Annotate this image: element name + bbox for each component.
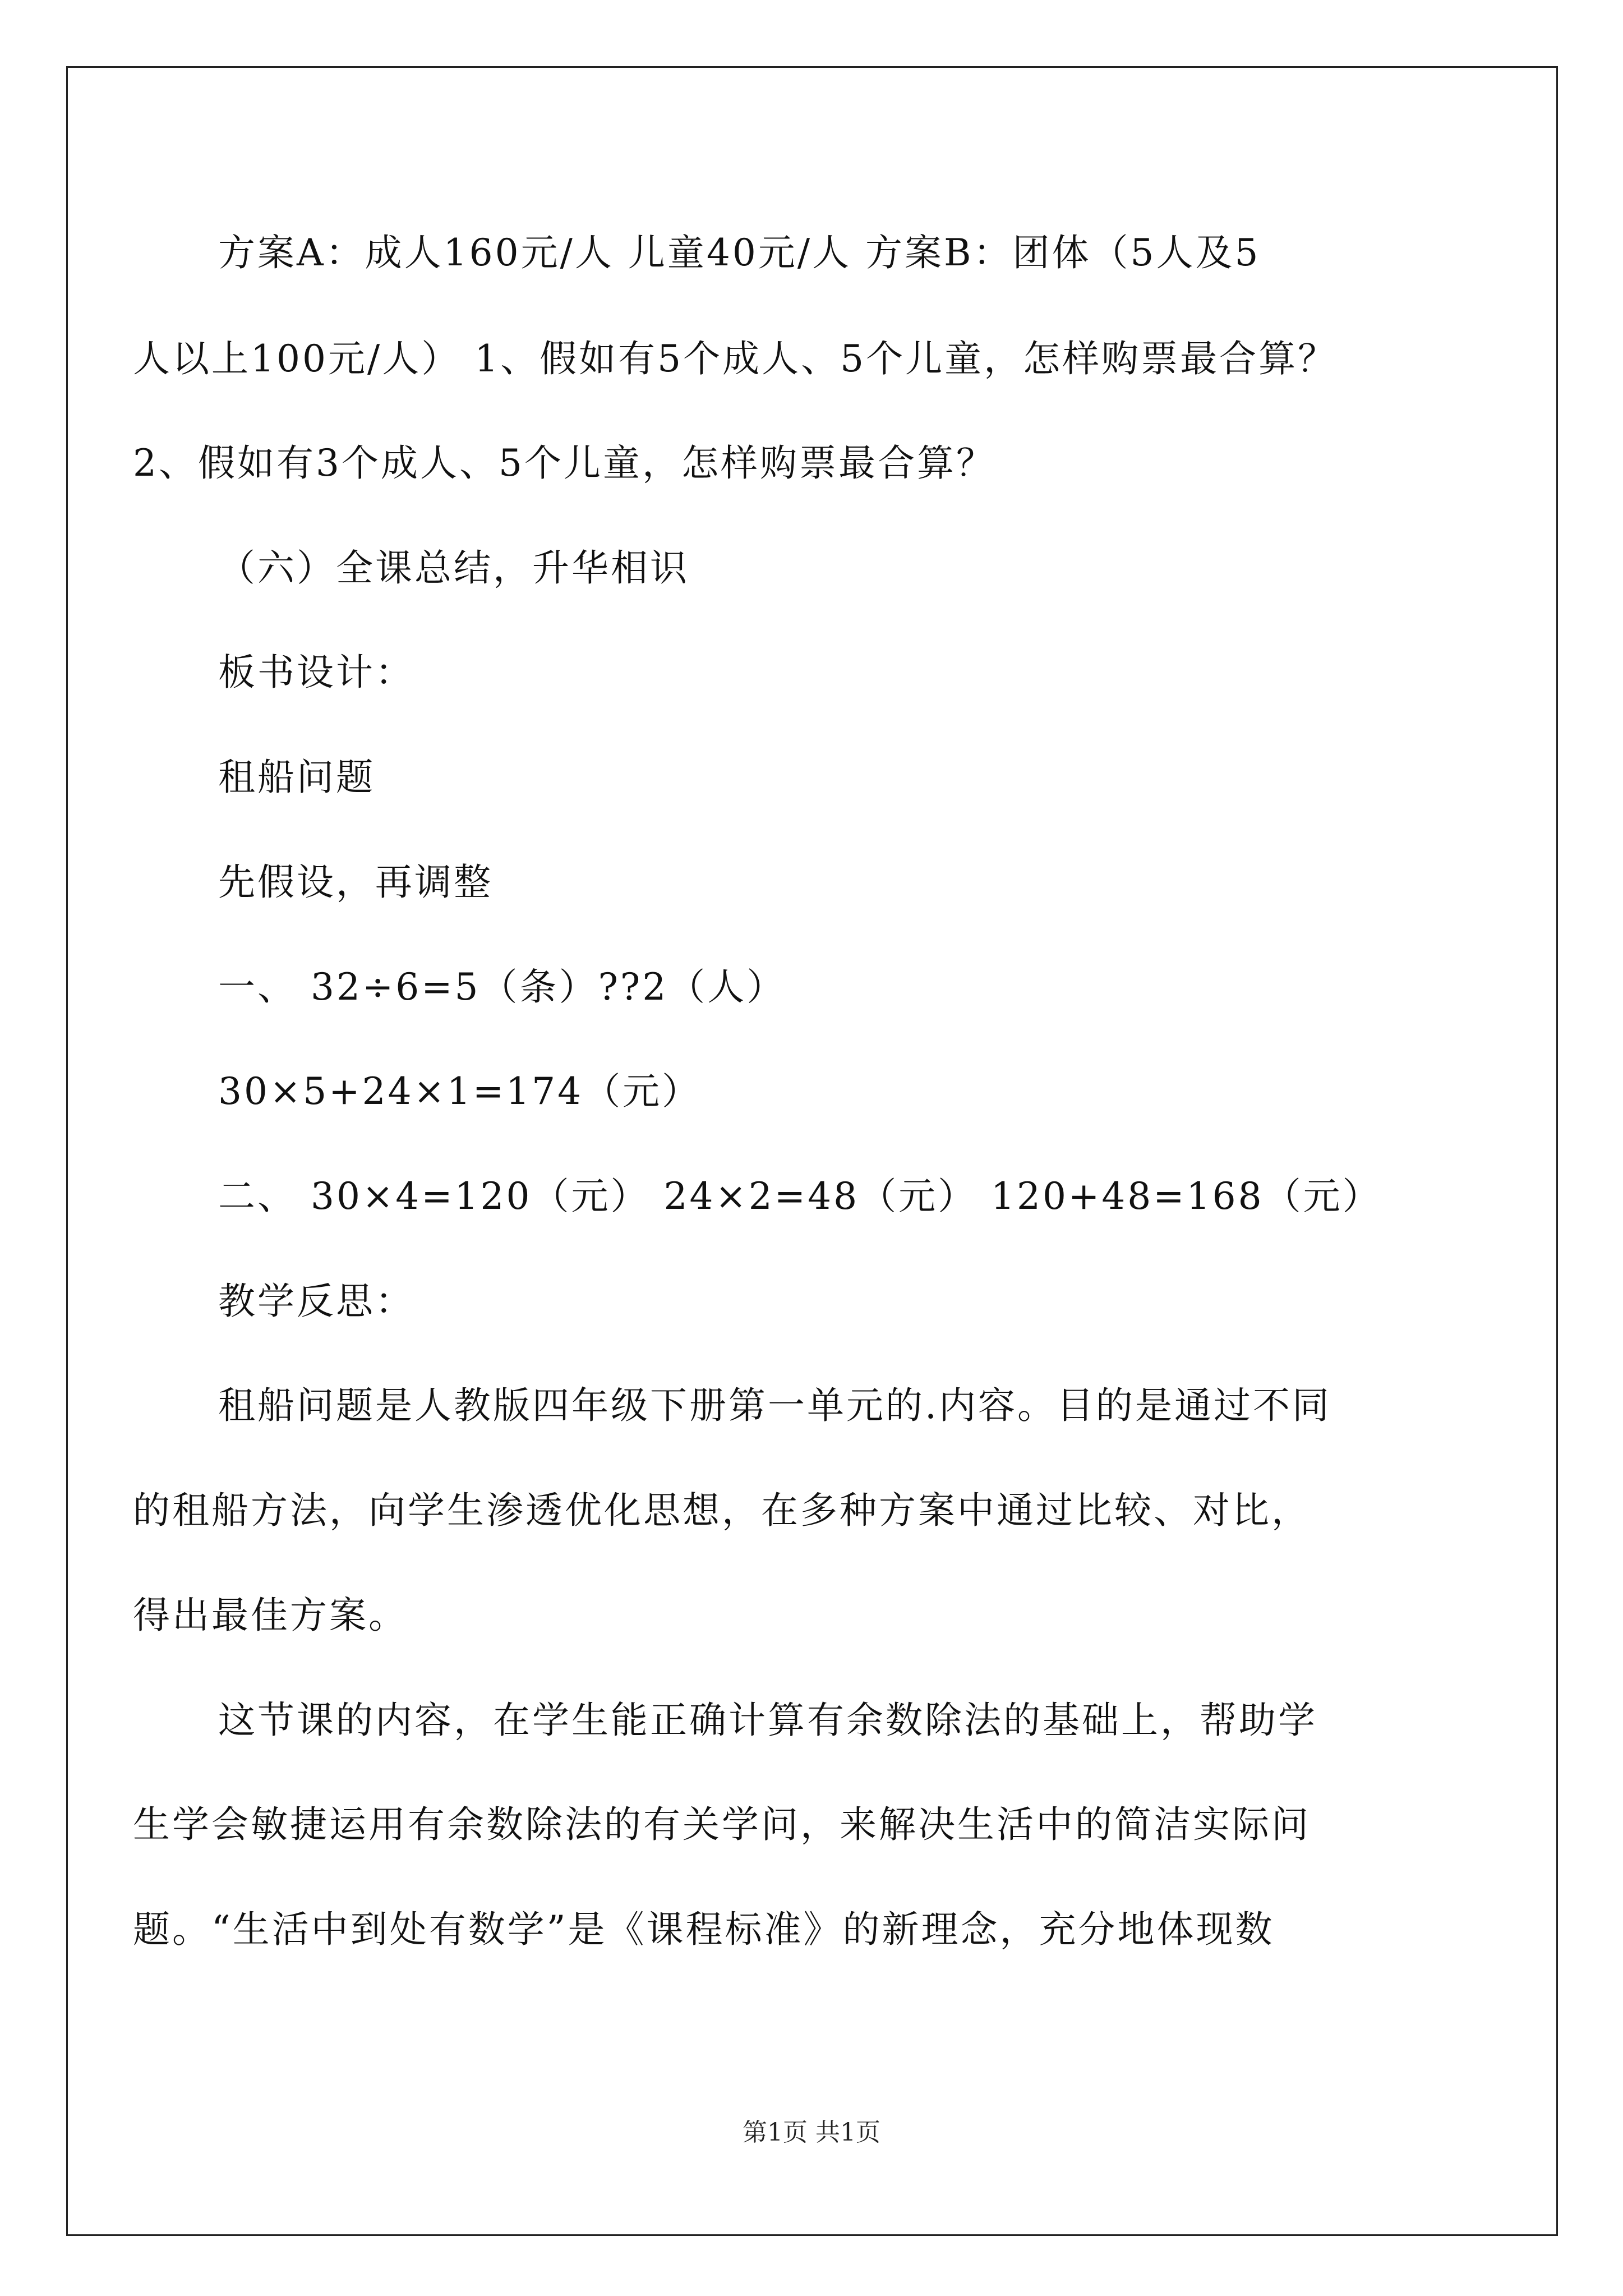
text-line: 得出最佳方案。: [133, 1594, 408, 1637]
text-line: 的租船方法，向学生渗透优化思想，在多种方案中通过比较、对比，: [133, 1489, 1311, 1532]
text-line: 租船问题是人教版四年级下册第一单元的.内容。目的是通过不同: [218, 1384, 1331, 1427]
section-heading: （六）全课总结，升华相识: [218, 546, 689, 590]
text-line: 2、假如有3个成人、5个儿童，怎样购票最合算？: [133, 441, 995, 485]
text-line: 这节课的内容，在学生能正确计算有余数除法的基础上，帮助学: [218, 1699, 1317, 1742]
page-footer: 第1页 共1页: [743, 2118, 880, 2147]
text-line: 方案A：成人160元/人 儿童40元/人 方案B：团体（5人及5: [218, 231, 1261, 274]
text-line: 生学会敏捷运用有余数除法的有关学问，来解决生活中的简洁实际问: [133, 1803, 1311, 1846]
text-line: 先假设，再调整: [218, 861, 493, 904]
text-line: 租船问题: [218, 756, 375, 799]
text-line: 人以上100元/人） 1、假如有5个成人、5个儿童，怎样购票最合算？: [133, 337, 1338, 380]
text-line: 题。“生活中到处有数学”是《课程标准》的新理念，充分地体现数: [133, 1908, 1275, 1951]
text-line: 板书设计：: [218, 651, 414, 694]
text-line: 教学反思：: [218, 1280, 414, 1323]
formula-line: 一、 32÷6=5（条）??2（人）: [218, 965, 786, 1009]
formula-line: 30×5+24×1=174（元）: [218, 1070, 702, 1113]
formula-line: 二、 30×4=120（元） 24×2=48（元） 120+48=168（元）: [218, 1175, 1382, 1218]
